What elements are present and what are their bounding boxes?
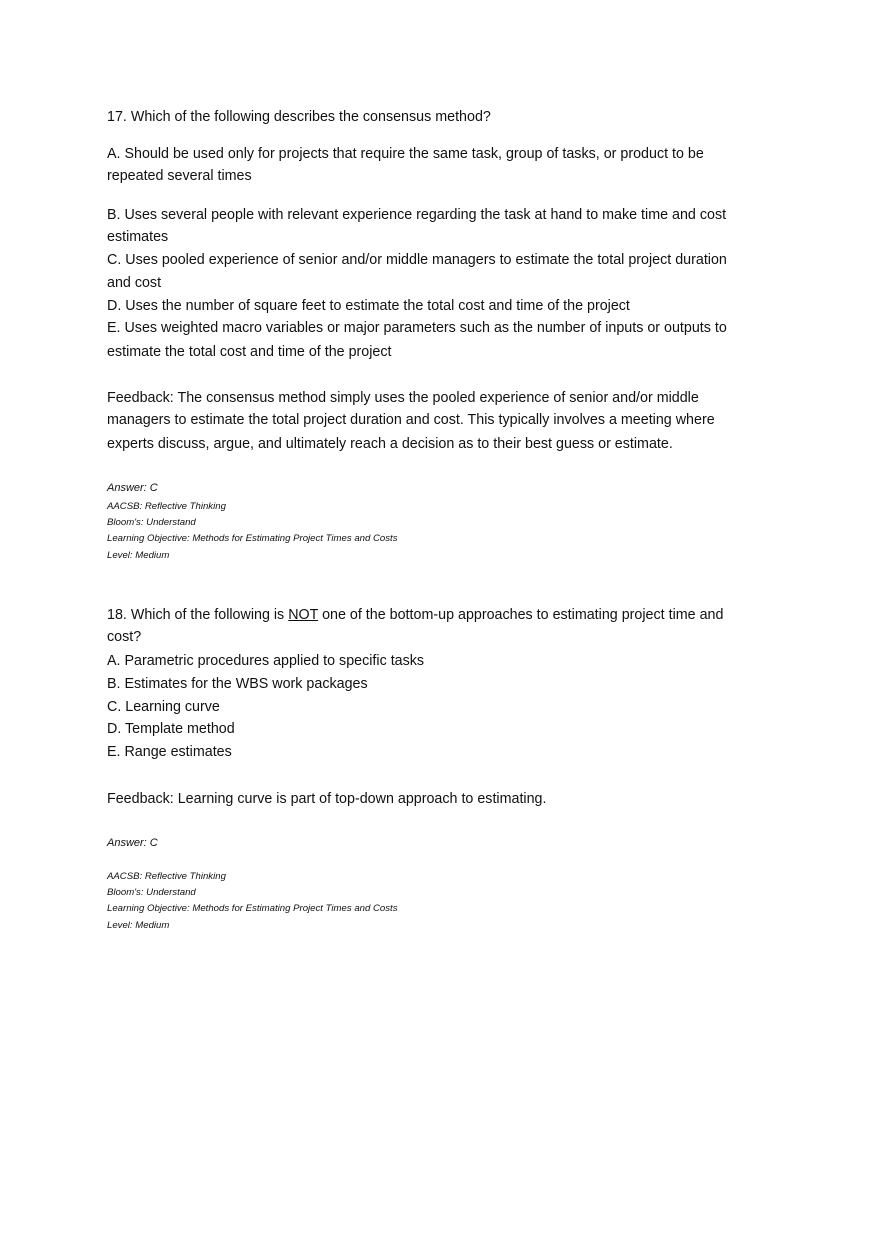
q17-meta-aacsb: AACSB: Reflective Thinking <box>107 501 226 512</box>
q17-option-a: A. Should be used only for projects that require the same task, group of tasks, or product to be <box>107 146 704 162</box>
q17-answer: Answer: C <box>107 482 158 494</box>
q17-meta-objective: Learning Objective: Methods for Estimating Project Times and Costs <box>107 533 398 544</box>
q18-meta-blooms: Bloom's: Understand <box>107 887 196 898</box>
q18-question <box>107 606 723 624</box>
q17-option-b: B. Uses several people with relevant experience regarding the task at hand to make time and cost <box>107 207 727 223</box>
q17-meta-level: Level: Medium <box>107 550 170 561</box>
q17-option-e: E. Uses weighted macro variables or major parameters such as the number of inputs or outputs to <box>107 320 727 336</box>
q18-answer: Answer: C <box>107 837 158 849</box>
q18-feedback: Feedback: Learning curve is part of top-down approach to estimating. <box>107 791 547 807</box>
q17-feedback-3: experts discuss, argue, and ultimately reach a decision as to their best guess or estimate. <box>107 436 673 452</box>
q18-question-emphasis: NOT <box>288 607 319 623</box>
q17-option-a-cont: repeated several times <box>107 168 252 184</box>
q18-question-post: one of the bottom-up approaches to estimating project time and <box>318 607 724 623</box>
q18-meta-objective: Learning Objective: Methods for Estimating Project Times and Costs <box>107 903 398 914</box>
q17-feedback-1: Feedback: The consensus method simply uses the pooled experience of senior and/or middle <box>107 390 699 406</box>
q18-question-cont: cost? <box>107 629 142 645</box>
q17-feedback-2: managers to estimate the total project duration and cost. This typically involves a meeting where <box>107 412 715 428</box>
q17-option-d: D. Uses the number of square feet to estimate the total cost and time of the project <box>107 298 630 314</box>
q18-option-c: C. Learning curve <box>107 699 220 715</box>
q17-option-c: C. Uses pooled experience of senior and/or middle managers to estimate the total project duration <box>107 252 727 268</box>
q18-option-a: A. Parametric procedures applied to specific tasks <box>107 653 425 669</box>
q18-option-d: D. Template method <box>107 721 235 737</box>
q17-meta-blooms: Bloom's: Understand <box>107 517 196 528</box>
q18-option-b: B. Estimates for the WBS work packages <box>107 676 368 692</box>
q18-meta-aacsb: AACSB: Reflective Thinking <box>107 871 226 882</box>
q17-question: 17. Which of the following describes the consensus method? <box>107 109 491 125</box>
q17-option-b-cont: estimates <box>107 229 169 245</box>
q18-option-e: E. Range estimates <box>107 744 232 760</box>
q17-option-e-cont: estimate the total cost and time of the project <box>107 344 392 360</box>
q17-option-c-cont: and cost <box>107 275 162 291</box>
q18-question-pre: 18. Which of the following is <box>107 607 289 623</box>
q18-meta-level: Level: Medium <box>107 920 170 931</box>
